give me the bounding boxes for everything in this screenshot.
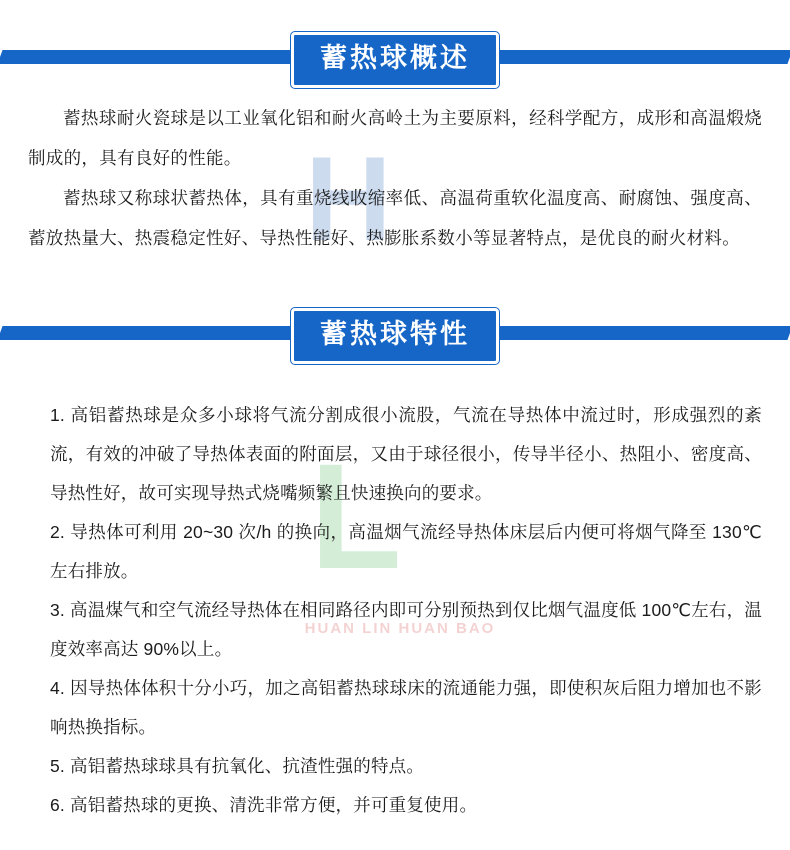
list-item: 6. 高铝蓄热球的更换、清洗非常方便，并可重复使用。 [50, 795, 478, 815]
section-heading-overview [0, 24, 790, 98]
section-body-features [0, 396, 790, 825]
list-item: 2. 导热体可利用 20~30 次/h 的换向，高温烟气流经导热体床层后内便可将烟气降至 130℃左右排放。 [50, 522, 762, 581]
section-gap [0, 258, 790, 300]
top-spacer [0, 0, 790, 24]
paragraph: 蓄热球耐火瓷球是以工业氧化铝和耐火高岭土为主要原料，经科学配方，成形和高温煅烧制成的，具有良好的性能。 [28, 108, 762, 168]
list-item: 1. 高铝蓄热球是众多小球将气流分割成很小流股，气流在导热体中流过时，形成强烈的紊流，有效的冲破了导热体表面的附面层，又由于球径很小，传导半径小、热阻小、密度高、导热性好，故可实现导热式烧嘴频繁且快速换向的要求。 [50, 405, 762, 503]
paragraph: 蓄热球又称球状蓄热体，具有重烧线收缩率低、高温荷重软化温度高、耐腐蚀、强度高、蓄放热量大、热震稳定性好、导热性能好、热膨胀系数小等显著特点，是优良的耐火材料。 [28, 188, 762, 248]
heading-bar-left [0, 50, 303, 64]
list-item: 5. 高铝蓄热球球具有抗氧化、抗渣性强的特点。 [50, 756, 425, 776]
section-title-features: 蓄热球特性 [291, 308, 499, 364]
watermark-caption: HUAN LIN HUAN BAO [304, 620, 496, 637]
watermark-letter-h: H [305, 132, 384, 266]
heading-bar-right [487, 326, 790, 340]
heading-bar-left [0, 326, 303, 340]
section-heading-features [0, 300, 790, 374]
list-item: 4. 因导热体体积十分小巧，加之高铝蓄热球球床的流通能力强，即使积灰后阻力增加也不影响热换指标。 [50, 678, 762, 737]
section-title-overview: 蓄热球概述 [291, 32, 499, 88]
list-item: 3. 高温煤气和空气流经导热体在相同路径内即可分别预热到仅比烟气温度低 100℃左右，温度效率高达 90%以上。 [50, 600, 762, 659]
heading-bar-right [487, 50, 790, 64]
section-body-overview [0, 98, 790, 258]
watermark-letter-l: L [310, 432, 392, 600]
features-spacer [0, 374, 790, 396]
